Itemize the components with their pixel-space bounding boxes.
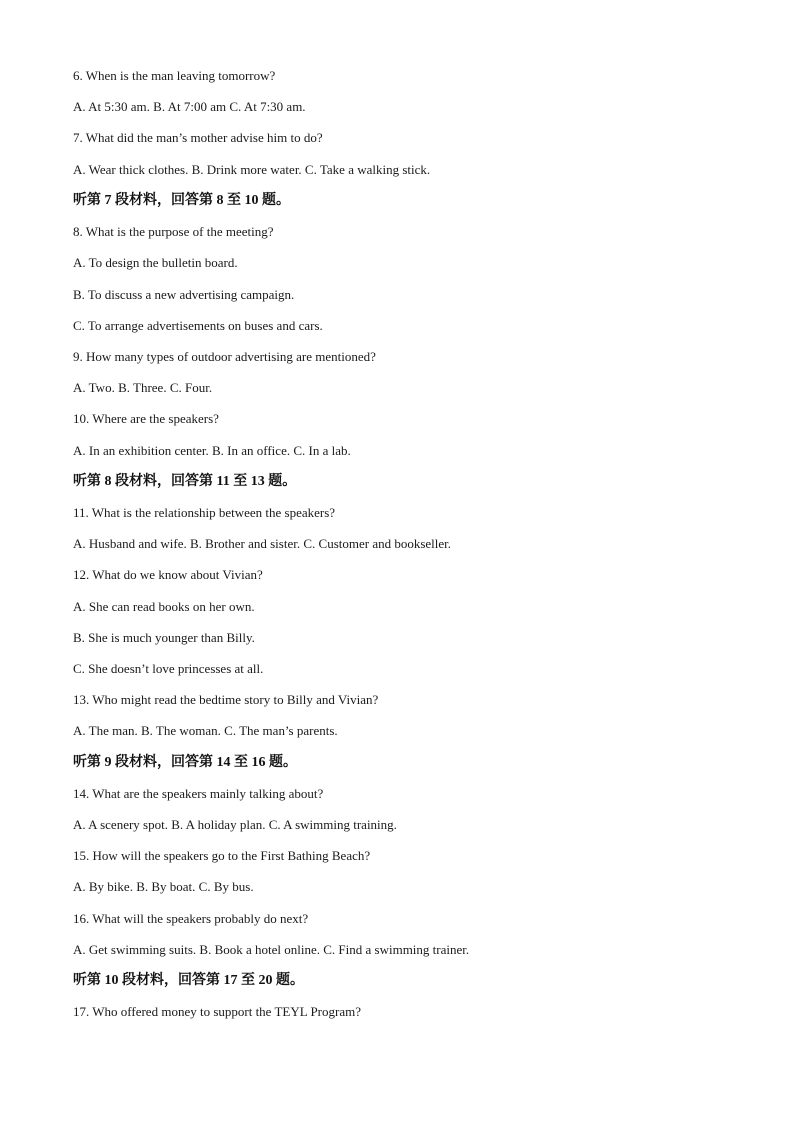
- question-13: 13. Who might read the bedtime story to Billy and Vivian?: [73, 692, 379, 707]
- question-7: 7. What did the man’s mother advise him to do?: [73, 130, 323, 145]
- question-6: 6. When is the man leaving tomorrow?: [73, 68, 276, 83]
- option-8c: C. To arrange advertisements on buses and cars.: [73, 318, 323, 333]
- options-11: A. Husband and wife. B. Brother and sister. C. Customer and bookseller.: [73, 536, 452, 551]
- options-7: A. Wear thick clothes. B. Drink more water. C. Take a walking stick.: [73, 162, 431, 177]
- option-8b: B. To discuss a new advertising campaign.: [73, 287, 295, 302]
- options-6: A. At 5:30 am. B. At 7:00 am C. At 7:30 am.: [73, 99, 306, 114]
- section-heading-7: 听第 7 段材料，回答第 8 至 10 题。: [73, 193, 290, 208]
- question-12: 12. What do we know about Vivian?: [73, 567, 263, 582]
- question-9: 9. How many types of outdoor advertising are mentioned?: [73, 349, 376, 364]
- section-heading-9: 听第 9 段材料，回答第 14 至 16 题。: [73, 755, 297, 770]
- options-9: A. Two. B. Three. C. Four.: [73, 380, 213, 395]
- options-16: A. Get swimming suits. B. Book a hotel online. C. Find a swimming trainer.: [73, 942, 470, 957]
- options-14: A. A scenery spot. B. A holiday plan. C. A swimming training.: [73, 817, 397, 832]
- question-10: 10. Where are the speakers?: [73, 411, 219, 426]
- section-heading-8: 听第 8 段材料，回答第 11 至 13 题。: [73, 474, 297, 489]
- question-15: 15. How will the speakers go to the First Bathing Beach?: [73, 848, 371, 863]
- option-8a: A. To design the bulletin board.: [73, 255, 238, 270]
- options-10: A. In an exhibition center. B. In an office. C. In a lab.: [73, 443, 351, 458]
- question-14: 14. What are the speakers mainly talking about?: [73, 786, 324, 801]
- question-8: 8. What is the purpose of the meeting?: [73, 224, 274, 239]
- options-13: A. The man. B. The woman. C. The man’s parents.: [73, 723, 338, 738]
- question-16: 16. What will the speakers probably do next?: [73, 911, 309, 926]
- section-heading-10: 听第 10 段材料，回答第 17 至 20 题。: [73, 973, 304, 988]
- question-11: 11. What is the relationship between the speakers?: [73, 505, 336, 520]
- option-12c: C. She doesn’t love princesses at all.: [73, 661, 264, 676]
- question-17: 17. Who offered money to support the TEYL Program?: [73, 1004, 361, 1019]
- option-12b: B. She is much younger than Billy.: [73, 630, 255, 645]
- options-15: A. By bike. B. By boat. C. By bus.: [73, 879, 254, 894]
- option-12a: A. She can read books on her own.: [73, 599, 255, 614]
